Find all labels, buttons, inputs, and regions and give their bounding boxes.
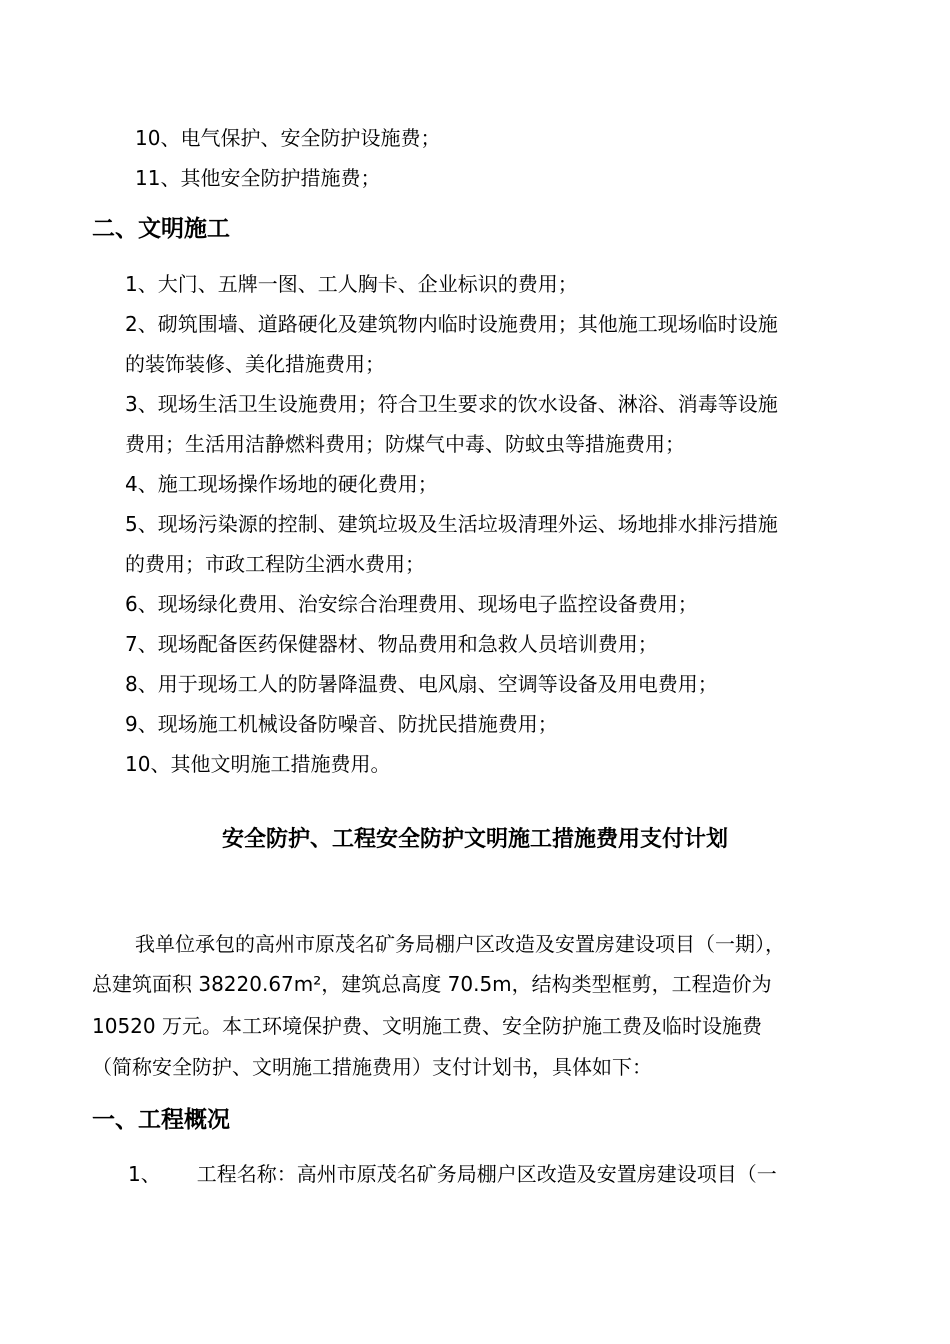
list-item: 10、其他文明施工措施费用。 xyxy=(125,752,391,776)
list-item: 4、施工现场操作场地的硬化费用； xyxy=(125,472,438,496)
list-item: 3、现场生活卫生设施费用；符合卫生要求的饮水设备、淋浴、消毒等设施 xyxy=(125,392,778,416)
paragraph-line: （简称安全防护、文明施工措施费用）支付计划书，具体如下： xyxy=(92,1055,652,1079)
list-item-continuation: 的费用；市政工程防尘洒水费用； xyxy=(125,552,425,576)
list-item-continuation: 的装饰装修、美化措施费用； xyxy=(125,352,385,376)
list-item: 11、其他安全防护措施费； xyxy=(135,166,381,190)
list-item: 10、电气保护、安全防护设施费； xyxy=(135,126,441,150)
paragraph-line: 总建筑面积 38220.67m²，建筑总高度 70.5m，结构类型框剪，工程造价为 xyxy=(92,972,772,996)
list-item-continuation: 费用；生活用洁静燃料费用；防煤气中毒、防蚊虫等措施费用； xyxy=(125,432,685,456)
document-title: 安全防护、工程安全防护文明施工措施费用支付计划 xyxy=(221,827,728,852)
list-item-text: 工程名称：高州市原茂名矿务局棚户区改造及安置房建设项目（一 xyxy=(196,1162,777,1186)
list-item-number: 1、 xyxy=(128,1162,161,1186)
paragraph-line: 10520 万元。本工环境保护费、文明施工费、安全防护施工费及临时设施费 xyxy=(92,1014,762,1038)
list-item: 2、砌筑围墙、道路硬化及建筑物内临时设施费用；其他施工现场临时设施 xyxy=(125,312,778,336)
list-item: 1、大门、五牌一图、工人胸卡、企业标识的费用； xyxy=(125,272,578,296)
list-item: 9、现场施工机械设备防噪音、防扰民措施费用； xyxy=(125,712,558,736)
list-item: 7、现场配备医药保健器材、物品费用和急救人员培训费用； xyxy=(125,632,658,656)
list-item xyxy=(128,1160,777,1188)
section-heading: 一、工程概况 xyxy=(92,1107,230,1133)
section-heading: 二、文明施工 xyxy=(92,216,230,242)
paragraph-line: 我单位承包的高州市原茂名矿务局棚户区改造及安置房建设项目（一期）， xyxy=(135,932,785,956)
list-item: 5、现场污染源的控制、建筑垃圾及生活垃圾清理外运、场地排水排污措施 xyxy=(125,512,778,536)
list-item: 6、现场绿化费用、治安综合治理费用、现场电子监控设备费用； xyxy=(125,592,698,616)
list-item: 8、用于现场工人的防暑降温费、电风扇、空调等设备及用电费用； xyxy=(125,672,718,696)
